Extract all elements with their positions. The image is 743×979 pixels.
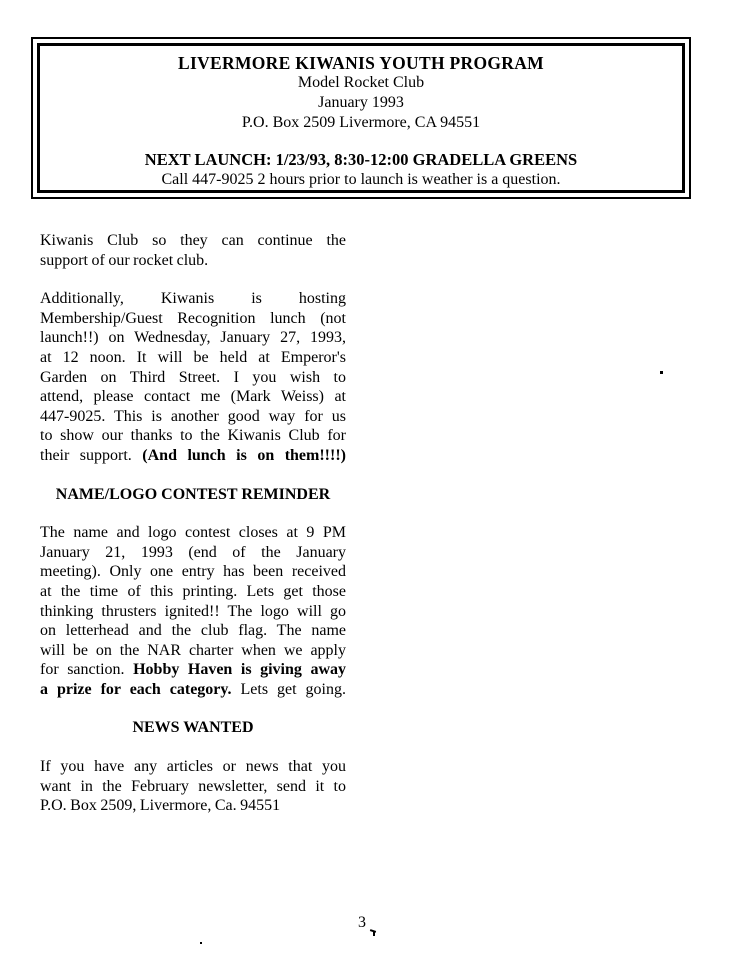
text-line: Kiwanis Club so they can continue the	[40, 232, 346, 249]
text-line: Additionally, Kiwanis is hosting	[40, 290, 346, 308]
text-line: 447-9025. This is another good way for us	[40, 407, 346, 425]
text-line: thinking thrusters ignited!! The logo will go	[40, 602, 346, 620]
next-launch-notice: NEXT LAUNCH: 1/23/93, 8:30-12:00 GRADELLA GREENS	[144, 150, 578, 169]
text-line: on letterhead and the club flag. The name	[40, 622, 346, 640]
text-line: If you have any articles or news that you	[40, 758, 346, 776]
text-line: The name and logo contest closes at 9 PM	[40, 524, 346, 542]
scan-artifact-dot	[660, 371, 663, 374]
text-line: for sanction. Hobby Haven is giving away	[40, 661, 347, 679]
text-line: meeting). Only one entry has been received	[40, 563, 346, 581]
text-line: their support. (And lunch is on them!!!!)	[40, 446, 346, 464]
text-line: will be on the NAR charter when we apply	[40, 641, 346, 659]
text-line: launch!!) on Wednesday, January 27, 1993,	[40, 329, 346, 347]
text-line: at 12 noon. It will be held at Emperor's	[40, 348, 346, 366]
name-logo-contest-heading: NAME/LOGO CONTEST REMINDER	[55, 485, 331, 503]
body-column	[40, 231, 346, 835]
news-wanted-paragraph	[40, 757, 346, 816]
text-line: Membership/Guest Recognition lunch (not	[40, 309, 346, 327]
masthead-box	[31, 37, 691, 199]
kiwanis-support-paragraph	[40, 231, 346, 270]
text-line: Garden on Third Street. I you wish to	[40, 368, 346, 386]
scan-artifact-mark	[373, 932, 375, 936]
scan-artifact-dot	[200, 942, 202, 944]
text-line: support of our rocket club.	[40, 251, 209, 269]
page-number: 3	[358, 914, 366, 931]
text-line: at the time of this printing. Lets get those	[40, 582, 346, 600]
launch-call-note: Call 447-9025 2 hours prior to launch is weather is a question.	[161, 171, 561, 188]
text-line: January 21, 1993 (end of the January	[40, 543, 346, 561]
news-wanted-heading: NEWS WANTED	[132, 719, 254, 737]
masthead-spacer	[40, 133, 682, 150]
text-line: to show our thanks to the Kiwanis Club for	[40, 427, 346, 445]
club-name: Model Rocket Club	[297, 74, 425, 91]
name-logo-contest-paragraph	[40, 523, 346, 699]
masthead-box-inner	[37, 43, 685, 193]
text-line: P.O. Box 2509, Livermore, Ca. 94551	[40, 797, 281, 815]
text-line: attend, please contact me (Mark Weiss) at	[40, 388, 346, 406]
program-title: LIVERMORE KIWANIS YOUTH PROGRAM	[178, 53, 544, 73]
issue-date: January 1993	[318, 94, 404, 111]
text-line: a prize for each category. Lets get going.	[40, 680, 346, 698]
mailing-address: P.O. Box 2509 Livermore, CA 94551	[241, 114, 481, 131]
text-line: want in the February newsletter, send it to	[40, 777, 346, 795]
kiwanis-lunch-paragraph	[40, 289, 346, 465]
